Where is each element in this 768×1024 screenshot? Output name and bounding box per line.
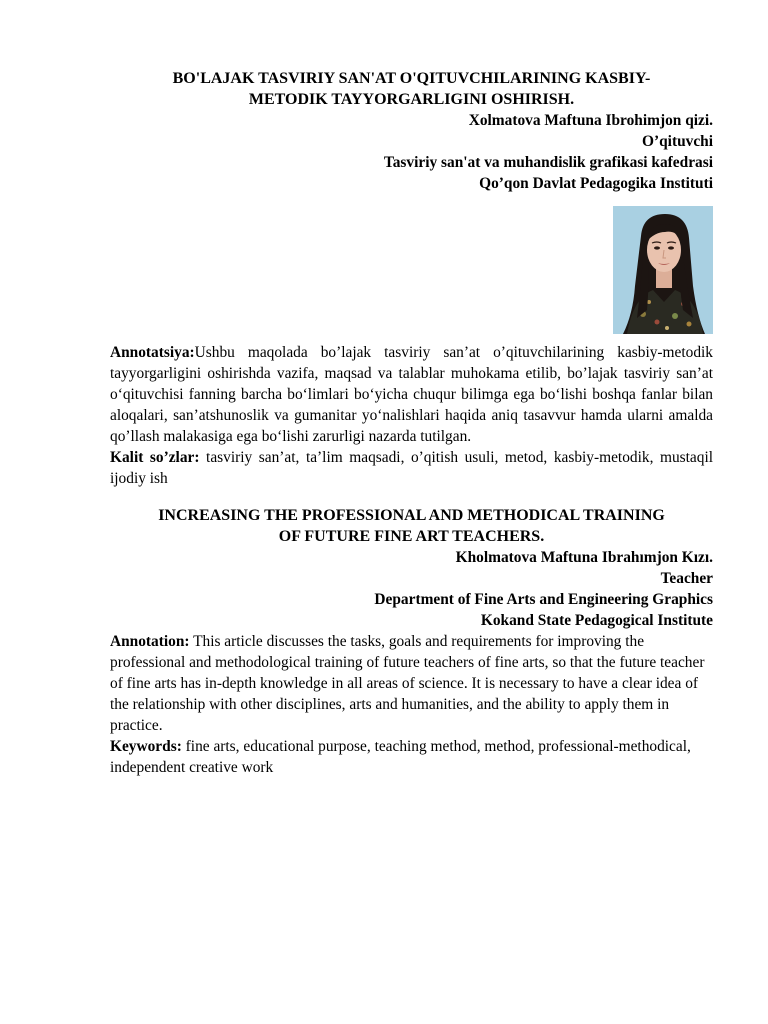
uz-keywords xyxy=(110,447,713,489)
en-title xyxy=(110,505,713,547)
en-author: Kholmatova Maftuna Ibrahımjon Kızı. xyxy=(455,549,713,566)
uz-annotation-text: Ushbu maqolada bo’lajak tasviriy san’at o’qituvchilarining kasbiy-metodik tayyorgarligini oshirishda vazifa, maqsad va talablar muhokama etilib, bo’lajak tasviriy san’at o‘qituvchisi fanning barcha bo‘limlari bo‘yicha chuqur bilimga ega bo‘lishi boshqa fanlar bilan aloqalari, san’atshunoslik va gumanitar yo‘nalishlari haqida aniq tasavvur hamda ularni amalda qo’llash malakasiga ega bo‘lishi zarurligi nazarda tutilgan. xyxy=(110,344,713,445)
en-title-line-1: INCREASING THE PROFESSIONAL AND METHODICAL TRAINING xyxy=(158,507,665,524)
en-keywords xyxy=(110,736,713,778)
uz-annotation xyxy=(110,342,713,447)
en-title-line-2: OF FUTURE FINE ART TEACHERS. xyxy=(278,528,545,545)
uz-keywords-text: tasviriy san’at, ta’lim maqsadi, o’qitish usuli, metod, kasbiy-metodik, mustaqil ijodiy ish xyxy=(110,449,713,487)
en-keywords-text: fine arts, educational purpose, teaching method, method, professional-methodical, independent creative work xyxy=(110,738,691,776)
author-portrait-image xyxy=(613,206,713,334)
en-annotation xyxy=(110,631,713,736)
en-annotation-label: Annotation: xyxy=(110,633,190,650)
uz-department: Tasviriy san'at va muhandislik grafikasi kafedrasi xyxy=(383,154,713,171)
uz-title-line-1: BO'LAJAK TASVIRIY SAN'AT O'QITUVCHILARINING KASBIY- xyxy=(172,70,651,87)
en-department: Department of Fine Arts and Engineering Graphics xyxy=(374,591,713,608)
uz-title xyxy=(110,68,713,110)
uz-institute: Qo’qon Davlat Pedagogika Instituti xyxy=(479,175,713,192)
uz-annotation-label: Annotatsiya: xyxy=(110,344,195,361)
article-page xyxy=(110,68,713,778)
uz-author: Xolmatova Maftuna Ibrohimjon qizi. xyxy=(468,112,713,129)
uz-position: O’qituvchi xyxy=(642,133,713,150)
en-keywords-label: Keywords: xyxy=(110,738,182,755)
author-photo-container xyxy=(110,206,713,334)
en-position: Teacher xyxy=(660,570,713,587)
uz-title-line-2: METODIK TAYYORGARLIGINI OSHIRISH. xyxy=(248,91,575,108)
en-annotation-text: This article discusses the tasks, goals and requirements for improving the professional and methodological training of future teachers of fine arts, so that the future teacher of fine arts has in-depth knowledge in all areas of science. It is necessary to have a clear idea of the relationship with other disciplines, arts and humanities, and the ability to apply them in practice. xyxy=(110,633,705,734)
author-photo xyxy=(613,206,713,334)
en-institute: Kokand State Pedagogical Institute xyxy=(480,612,713,629)
uz-keywords-label: Kalit so’zlar: xyxy=(110,449,200,466)
